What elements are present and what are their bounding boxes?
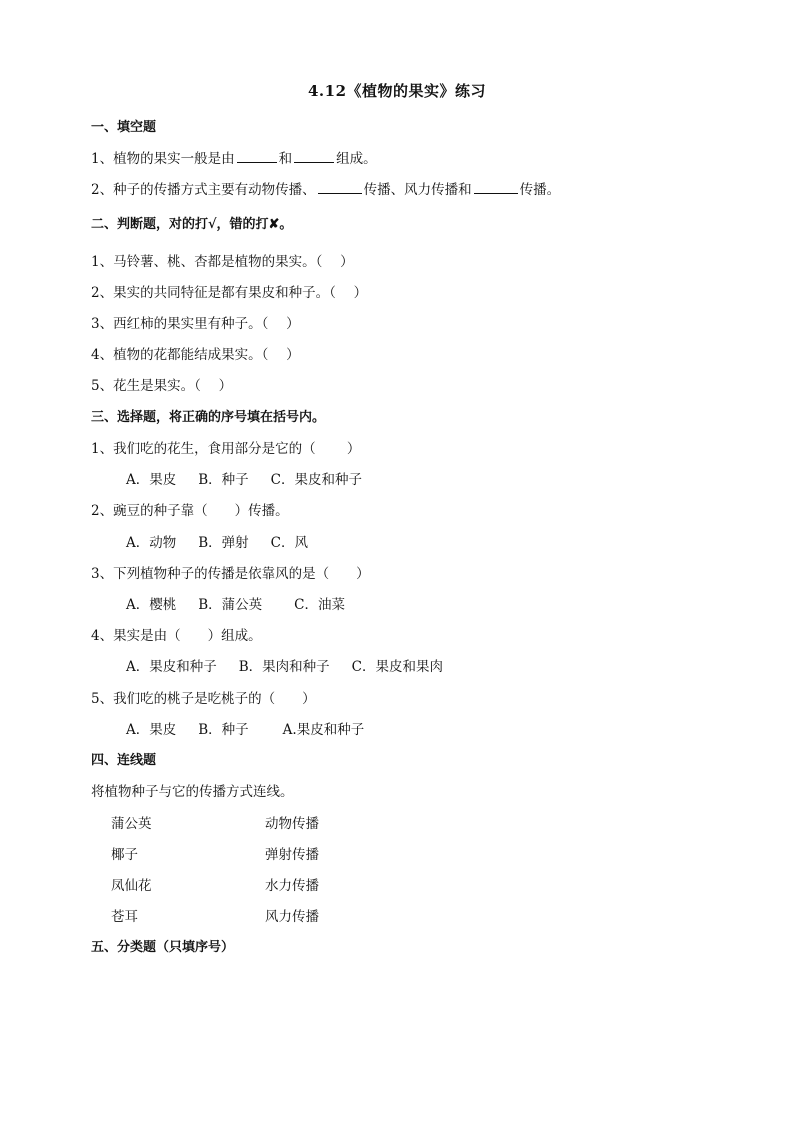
choice-options-2: [126, 531, 330, 551]
match-right-item[interactable]: 弹射传播: [265, 847, 319, 863]
choice-options-4: [126, 655, 465, 675]
section-choice-heading: 三、选择题，将正确的序号填在括号内。: [91, 410, 326, 425]
match-left-item[interactable]: 蒲公英: [111, 816, 152, 832]
option-b: B．果肉和种子: [238, 659, 330, 675]
choice-question-5: 5、我们吃的桃子是吃桃子的（ ）: [91, 691, 316, 707]
judge-item: 3、西红柿的果实里有种子。（ ）: [91, 316, 300, 332]
fill-q1-pre: 1、植物的果实一般是由: [91, 151, 235, 167]
choice-options-1: [126, 468, 384, 488]
fill-q2-post: 传播。: [519, 182, 561, 198]
section-match-heading: 四、连线题: [91, 753, 157, 768]
choice-options-3: [126, 593, 367, 613]
option-c: C．风: [270, 535, 309, 551]
option-b: B．弹射: [198, 535, 249, 551]
choice-question-3: 3、下列植物种子的传播是依靠风的是（ ）: [91, 566, 370, 582]
blank-field[interactable]: [318, 181, 362, 194]
option-c: C．油菜: [294, 597, 346, 613]
match-right-item[interactable]: 风力传播: [265, 909, 319, 925]
option-c: C．果皮和果肉: [351, 659, 444, 675]
option-a: A．果皮: [126, 472, 177, 488]
option-a: A．果皮: [126, 722, 177, 738]
match-right-item[interactable]: 动物传播: [265, 816, 319, 832]
judge-item: 1、马铃薯、桃、杏都是植物的果实。（ ）: [91, 254, 354, 270]
match-right-item[interactable]: 水力传播: [265, 878, 319, 894]
page-title: 4.12《植物的果实》练习: [307, 82, 487, 100]
choice-options-5: [126, 718, 386, 738]
judge-item: 5、花生是果实。（ ）: [91, 378, 233, 394]
fill-question-2: [91, 178, 560, 198]
choice-question-4: 4、果实是由（ ）组成。: [91, 628, 262, 644]
section-judge-heading: 二、判断题，对的打√，错的打✘。: [91, 217, 293, 232]
blank-field[interactable]: [237, 150, 277, 163]
judge-item: 4、植物的花都能结成果实。（ ）: [91, 347, 300, 363]
choice-question-1: 1、我们吃的花生，食用部分是它的（ ）: [91, 441, 361, 457]
blank-field[interactable]: [294, 150, 334, 163]
option-a: A．果皮和种子: [126, 659, 217, 675]
option-a: A．樱桃: [126, 597, 177, 613]
fill-q1-mid: 和: [278, 151, 293, 167]
option-b: B．种子: [198, 722, 249, 738]
fill-q2-mid: 传播、风力传播和: [363, 182, 472, 198]
fill-q1-post: 组成。: [336, 151, 377, 167]
section-fill-heading: 一、填空题: [91, 120, 157, 135]
fill-q2-pre: 2、种子的传播方式主要有动物传播、: [91, 182, 316, 198]
option-c: A.果皮和种子: [282, 722, 365, 738]
match-left-item[interactable]: 苍耳: [111, 909, 138, 925]
section-classify-heading: 五、分类题（只填序号）: [91, 940, 235, 955]
match-left-item[interactable]: 椰子: [111, 847, 138, 863]
match-left-item[interactable]: 凤仙花: [111, 878, 152, 894]
blank-field[interactable]: [474, 181, 518, 194]
option-a: A．动物: [126, 535, 177, 551]
judge-item: 2、果实的共同特征是都有果皮和种子。（ ）: [91, 285, 368, 301]
choice-question-2: 2、豌豆的种子靠（ ）传播。: [91, 503, 289, 519]
match-instruction: 将植物种子与它的传播方式连线。: [91, 784, 294, 800]
option-b: B．蒲公英: [198, 597, 263, 613]
fill-question-1: [91, 147, 377, 167]
option-c: C．果皮和种子: [270, 472, 363, 488]
option-b: B．种子: [198, 472, 249, 488]
